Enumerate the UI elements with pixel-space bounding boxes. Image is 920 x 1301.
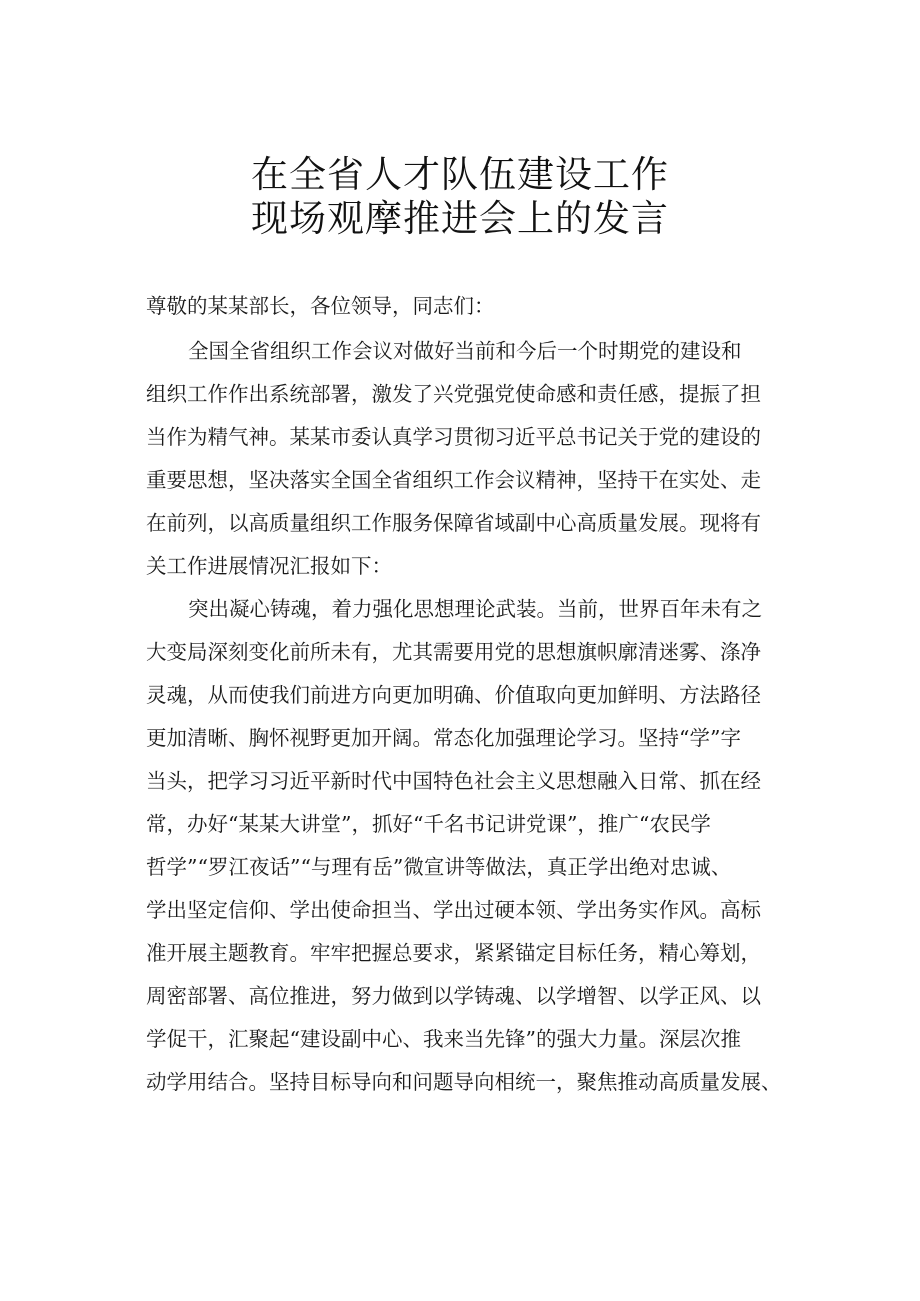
body-line: 组织工作作出系统部署，激发了兴党强党使命感和责任感，提振了担 [146, 382, 761, 406]
body-line: 在前列，以高质量组织工作服务保障省域副中心高质量发展。现将有 [146, 511, 761, 535]
body-line: 周密部署、高位推进，努力做到以学铸魂、以学增智、以学正风、以 [146, 984, 761, 1008]
body-line: 重要思想，坚决落实全国全省组织工作会议精神，坚持干在实处、走 [146, 468, 761, 492]
body-line: 准开展主题教育。牢牢把握总要求，紧紧锚定目标任务，精心筹划， [146, 941, 761, 965]
body-line: 哲学”“罗江夜话”“与理有岳”微宣讲等做法，真正学出绝对忠诚、 [146, 855, 732, 879]
salutation: 尊敬的某某部长，各位领导，同志们： [146, 294, 495, 318]
document-title-line-1: 在全省人才队伍建设工作 [251, 153, 669, 196]
body-line: 学出坚定信仰、学出使命担当、学出过硬本领、学出务实作风。高标 [146, 898, 761, 922]
body-line: 当作为精气神。某某市委认真学习贯彻习近平总书记关于党的建设的 [146, 425, 761, 449]
body-line: 灵魂，从而使我们前进方向更加明确、价值取向更加鲜明、方法路径 [146, 683, 761, 707]
document-title-line-2: 现场观摩推进会上的发言 [251, 197, 669, 240]
body-line: 动学用结合。坚持目标导向和问题导向相统一，聚焦推动高质量发展、 [146, 1070, 782, 1094]
body-line: 关工作进展情况汇报如下： [146, 554, 392, 578]
body-line: 全国全省组织工作会议对做好当前和今后一个时期党的建设和 [188, 339, 742, 363]
body-line: 常，办好“某某大讲堂”，抓好“千名书记讲党课”，推广“农民学 [146, 812, 711, 836]
body-line: 学促干，汇聚起“建设副中心、我来当先锋”的强大力量。深层次推 [146, 1027, 741, 1051]
body-line: 更加清晰、胸怀视野更加开阔。常态化加强理论学习。坚持“学”字 [146, 726, 741, 750]
body-line: 大变局深刻变化前所未有，尤其需要用党的思想旗帜廓清迷雾、涤净 [146, 640, 761, 664]
body-line: 突出凝心铸魂，着力强化思想理论武装。当前，世界百年未有之 [188, 597, 762, 621]
body-line: 当头，把学习习近平新时代中国特色社会主义思想融入日常、抓在经 [146, 769, 761, 793]
